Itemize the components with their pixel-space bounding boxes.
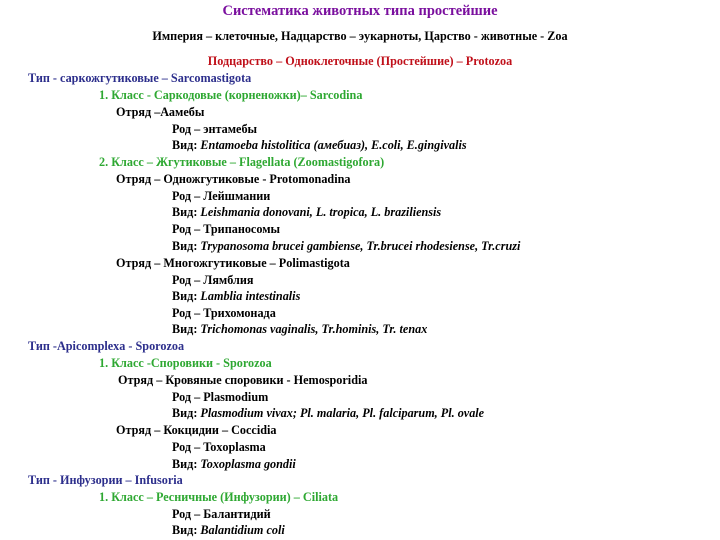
species-names: Balantidium coli [200, 523, 285, 537]
type-apicomplexa: Тип -Apicomplexa - Sporozoa [28, 339, 185, 353]
genus-entamoeba: Род – энтамебы [172, 122, 258, 136]
species-leishmania [172, 205, 441, 219]
order-protomonadina: Отряд – Одножгутиковые - Protomonadina [116, 172, 351, 186]
species-prefix: Вид: [172, 523, 201, 537]
genus-plasmodium: Род – Plasmodium [172, 390, 269, 404]
species-trichomonas [172, 322, 427, 336]
species-names: Trichomonas vaginalis, Tr.hominis, Tr. tenax [200, 322, 428, 336]
species-prefix: Вид: [172, 205, 201, 219]
genus-trypanosoma: Род – Трипаносомы [172, 222, 281, 236]
class-ciliata: 1. Класс – Ресничные (Инфузории) – Ciliata [99, 490, 339, 504]
genus-leishmania: Род – Лейшмании [172, 189, 271, 203]
class-sporozoa: 1. Класс -Споровики - Sporozoa [99, 356, 272, 370]
genus-lamblia: Род – Лямблия [172, 273, 254, 287]
order-polimastigota: Отряд – Многожгутиковые – Polimastigota [116, 256, 350, 270]
species-prefix: Вид: [172, 322, 201, 336]
class-flagellata: 2. Класс – Жгутиковые – Flagellata (Zoomastigofora) [99, 155, 385, 169]
type-infusoria: Тип - Инфузории – Infusoria [28, 473, 183, 487]
order-coccidia: Отряд – Кокцидии – Coccidia [116, 423, 277, 437]
species-toxoplasma [172, 457, 296, 471]
class-sarcodina: 1. Класс - Саркодовые (корненожки)– Sarcodina [99, 88, 363, 102]
species-names: Leishmania donovani, L. tropica, L. braziliensis [200, 205, 442, 219]
genus-toxoplasma: Род – Toxoplasma [172, 440, 266, 454]
genus-balantidium: Род – Балантидий [172, 507, 271, 521]
type-sarcomastigota: Тип - саркожгутиковые – Sarcomastigota [28, 71, 252, 85]
order-hemosporidia: Отряд – Кровяные споровики - Hemosporidia [118, 373, 368, 387]
species-lamblia [172, 289, 300, 303]
species-plasmodium [172, 406, 484, 420]
species-balantidium [172, 523, 285, 537]
species-prefix: Вид: [172, 406, 201, 420]
species-prefix: Вид: [172, 239, 201, 253]
genus-trichomonas: Род – Трихомонада [172, 306, 276, 320]
species-names: Plasmodium vivax; Pl. malaria, Pl. falciparum, Pl. ovale [200, 406, 485, 420]
domain-line: Империя – клеточные, Надцарство – эукарноты, Царство - животные - Zoa [152, 29, 568, 43]
species-names: Entamoeba histolitica (амебиаз), E.coli, E.gingivalis [200, 138, 467, 152]
species-prefix: Вид: [172, 289, 201, 303]
species-names: Lamblia intestinalis [200, 289, 301, 303]
order-amoebae: Отряд –Аамебы [116, 105, 205, 119]
species-prefix: Вид: [172, 138, 201, 152]
species-prefix: Вид: [172, 457, 201, 471]
species-names: Toxoplasma gondii [200, 457, 296, 471]
subkingdom-heading: Подцарство – Одноклеточные (Простейшие) – Protozoa [207, 54, 513, 68]
species-names: Trypanosoma brucei gambiense, Tr.brucei rhodesiense, Tr.cruzi [200, 239, 521, 253]
page-title: Систематика животных типа простейшие [222, 3, 498, 19]
species-entamoeba [172, 138, 467, 152]
species-trypanosoma [172, 239, 520, 253]
